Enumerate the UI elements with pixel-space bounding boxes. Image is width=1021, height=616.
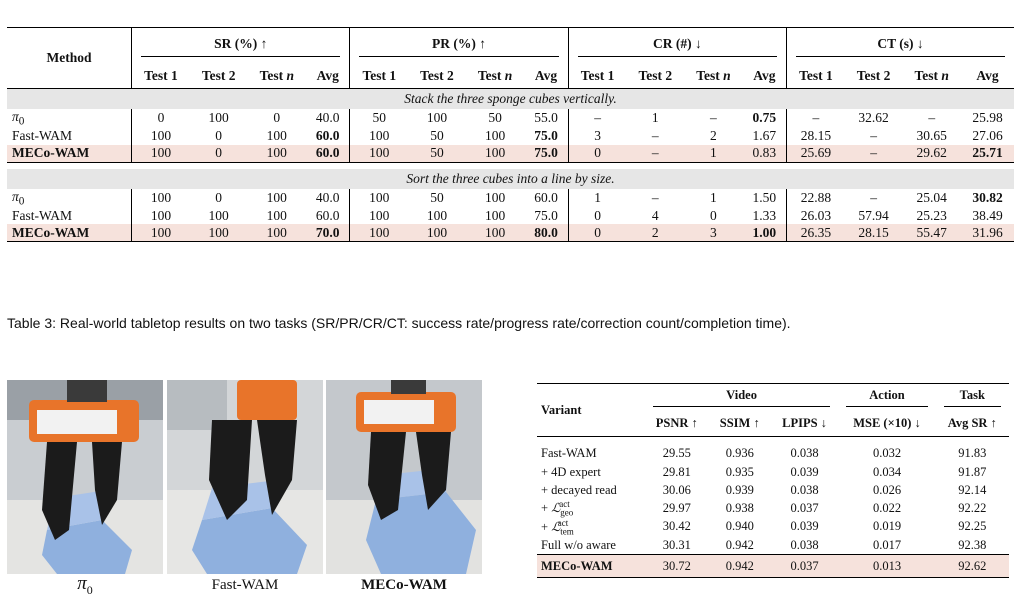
ablation-row xyxy=(537,437,1009,464)
ablation-cell: 29.55 xyxy=(662,445,691,460)
table-cell: 0 xyxy=(594,207,601,223)
subheader-5: Test 2 xyxy=(420,68,454,83)
variant-name: + decayed read xyxy=(541,482,617,497)
subheader-11: Avg xyxy=(743,64,787,89)
subheader-14: Test n xyxy=(914,68,949,83)
table-cell: 60.0 xyxy=(524,189,568,208)
ablation-cell: 0.038 xyxy=(790,445,819,460)
ablation-cell: 30.31 xyxy=(662,537,691,552)
ablation-subheader-1: SSIM ↑ xyxy=(719,415,760,430)
ablation-cell: 0.038 xyxy=(790,482,819,497)
ablation-cell: 30.72 xyxy=(645,555,709,578)
subheader-1: Test 2 xyxy=(201,68,236,83)
table-cell: 100 xyxy=(466,224,525,242)
pr-group-header: PR (%) ↑ xyxy=(359,36,558,57)
table-cell: 50 xyxy=(488,110,502,126)
table-cell: 22.88 xyxy=(800,190,832,206)
ablation-cell: 92.22 xyxy=(958,500,987,515)
video-group-header: Video xyxy=(653,388,831,407)
subheader-0: Test 1 xyxy=(144,68,178,83)
table-cell: 38.49 xyxy=(972,207,1003,223)
subheader-7: Avg xyxy=(524,64,568,89)
cr-group-header: CR (#) ↓ xyxy=(578,36,777,57)
variant-name: Full w/o aware xyxy=(541,537,616,552)
table-cell: 0 xyxy=(215,128,222,144)
table-cell: 1.00 xyxy=(743,224,787,242)
table-cell: 3 xyxy=(594,128,601,144)
ablation-row xyxy=(537,463,1009,481)
ablation-cell: 0.026 xyxy=(872,482,902,497)
table-cell: 55.0 xyxy=(524,109,568,128)
table-cell: 100 xyxy=(132,145,190,163)
table3-caption: Table 3: Real-world tabletop results on two tasks (SR/PR/CR/CT: success rate/progress rate/correction count/completion time). xyxy=(7,315,791,331)
ablation-cell: 0.942 xyxy=(709,555,771,578)
subheader-2: Test n xyxy=(259,68,294,83)
table-cell: 0.75 xyxy=(743,109,787,128)
table-cell: 0.83 xyxy=(743,145,787,163)
table-cell: 100 xyxy=(266,128,287,144)
ablation-cell: 92.38 xyxy=(958,537,987,552)
method-name: Fast-WAM xyxy=(7,128,132,145)
table-cell: – xyxy=(710,110,717,126)
ablation-cell: 0.938 xyxy=(725,500,754,515)
table-cell: 2 xyxy=(626,224,684,242)
table-cell: 0 xyxy=(273,110,281,126)
table-cell: 100 xyxy=(369,190,390,206)
ablation-cell: 0.935 xyxy=(725,464,754,479)
ablation-cell: 91.83 xyxy=(958,445,987,460)
table-cell: 100 xyxy=(247,224,306,242)
table-cell: – xyxy=(651,128,659,144)
table-row xyxy=(7,145,1014,163)
table-cell: 100 xyxy=(350,145,408,163)
table-cell: 25.71 xyxy=(961,145,1014,163)
photo-label-fast-wam: Fast-WAM xyxy=(211,577,279,593)
method-name: $\pi_0$ xyxy=(7,189,132,208)
table-cell: 100 xyxy=(350,224,408,242)
method-header: Method xyxy=(7,28,132,89)
variant-name: MECo-WAM xyxy=(537,555,645,578)
subheader-9: Test 2 xyxy=(638,68,673,83)
table-cell: 0 xyxy=(568,145,626,163)
action-group-header: Action xyxy=(846,388,927,407)
table-cell: – xyxy=(845,145,903,163)
table-row xyxy=(7,128,1014,145)
table-cell: 60.0 xyxy=(306,128,350,145)
ablation-subheader-3: MSE (×10) ↓ xyxy=(853,415,921,430)
table-cell: 100 xyxy=(484,207,506,223)
subheader-6: Test n xyxy=(477,68,513,83)
table-cell: 25.69 xyxy=(786,145,844,163)
variant-name: + ℒ$_{tem}^{act}$ xyxy=(541,517,574,537)
task-group-header: Task xyxy=(944,388,1001,407)
table-cell: 3 xyxy=(684,224,743,242)
table-cell: 26.35 xyxy=(786,224,844,242)
table-cell: 25.98 xyxy=(972,110,1003,126)
previous-text-fragment xyxy=(0,0,1021,9)
table-cell: 1 xyxy=(710,190,717,206)
variant-name: Fast-WAM xyxy=(541,445,597,460)
ablation-cell: 0.022 xyxy=(872,500,902,515)
table-cell: 100 xyxy=(247,145,306,163)
table-cell: – xyxy=(651,190,659,206)
ablation-table xyxy=(537,383,1009,578)
table-cell: – xyxy=(812,110,820,126)
table-cell: 75.0 xyxy=(524,207,568,224)
table-cell: 28.15 xyxy=(845,224,903,242)
table-cell: 50 xyxy=(430,190,444,206)
ablation-row xyxy=(537,499,1009,518)
ablation-cell: 0.940 xyxy=(725,519,754,534)
table-cell: 0 xyxy=(157,110,165,126)
subheader-3: Avg xyxy=(306,64,350,89)
table-cell: 60.0 xyxy=(306,145,350,163)
table-cell: 100 xyxy=(369,128,390,144)
ablation-cell: 0.017 xyxy=(872,537,902,552)
table-cell: 100 xyxy=(426,207,448,223)
table-cell: 100 xyxy=(150,190,172,206)
ablation-subheader-0: PSNR ↑ xyxy=(655,415,698,430)
ablation-cell: 29.81 xyxy=(662,464,691,479)
ablation-cell: 91.87 xyxy=(958,464,987,479)
table-cell: 1.33 xyxy=(743,207,787,224)
photo-pi0 xyxy=(7,380,163,574)
table-cell: 100 xyxy=(266,207,287,223)
ablation-cell: 0.038 xyxy=(790,537,819,552)
ablation-cell: 92.62 xyxy=(936,555,1009,578)
table-cell: 100 xyxy=(150,207,172,223)
ablation-row xyxy=(537,518,1009,537)
table-cell: 1.50 xyxy=(743,189,787,208)
subheader-10: Test n xyxy=(696,68,731,83)
subheader-13: Test 2 xyxy=(856,68,891,83)
ablation-cell: 0.039 xyxy=(790,464,819,479)
table-cell: 0 xyxy=(568,224,626,242)
subheader-4: Test 1 xyxy=(362,68,397,83)
table-cell: 40.0 xyxy=(306,109,350,128)
table-cell: 50 xyxy=(430,128,444,144)
photo-label-pi0: $\pi_0$ xyxy=(77,573,93,597)
ablation-cell: 30.06 xyxy=(662,482,691,497)
method-name: MECo-WAM xyxy=(7,145,132,163)
table-cell: – xyxy=(626,145,684,163)
ablation-cell: 92.14 xyxy=(958,482,987,497)
table-cell: 100 xyxy=(466,145,525,163)
table-cell: 27.06 xyxy=(972,128,1003,144)
table-cell: – xyxy=(870,128,877,144)
table-cell: 30.65 xyxy=(916,128,947,144)
table-cell: 25.04 xyxy=(916,190,947,206)
ablation-cell: 0.942 xyxy=(725,537,754,552)
ablation-cell: 0.936 xyxy=(725,445,754,460)
table-cell: 100 xyxy=(208,110,229,126)
table-cell: 2 xyxy=(710,128,717,144)
table-row xyxy=(7,189,1014,208)
table-cell: 40.0 xyxy=(306,189,350,208)
variant-name: + 4D expert xyxy=(541,464,601,479)
subheader-15: Avg xyxy=(976,68,999,83)
table-cell: 26.03 xyxy=(800,207,832,223)
task-row xyxy=(7,89,1014,110)
ablation-cell: 30.42 xyxy=(662,519,691,534)
ablation-cell: 29.97 xyxy=(662,500,691,515)
table-row xyxy=(7,207,1014,224)
table-cell: 1.67 xyxy=(743,128,787,145)
table-cell: 100 xyxy=(369,207,390,223)
ablation-row xyxy=(537,481,1009,499)
ct-group-header: CT (s) ↓ xyxy=(796,36,1005,57)
task-description: Stack the three sponge cubes vertically. xyxy=(7,89,1014,110)
table-cell: 1 xyxy=(594,190,601,206)
table-cell: 75.0 xyxy=(524,128,568,145)
ablation-subheader-4: Avg SR ↑ xyxy=(947,415,997,430)
table-cell: 29.62 xyxy=(902,145,961,163)
ablation-row xyxy=(537,536,1009,555)
table-cell: 1 xyxy=(684,145,743,163)
table-cell: – xyxy=(594,110,601,126)
ablation-cell: 0.039 xyxy=(790,519,819,534)
ablation-cell: 0.037 xyxy=(790,500,819,515)
table-cell: 100 xyxy=(426,110,448,126)
ablation-cell: 92.25 xyxy=(958,519,987,534)
sr-group-header: SR (%) ↑ xyxy=(141,36,340,57)
table-cell: 31.96 xyxy=(961,224,1014,242)
task-description: Sort the three cubes into a line by size. xyxy=(7,169,1014,189)
ablation-cell: 0.019 xyxy=(872,519,902,534)
table-cell: 100 xyxy=(132,224,190,242)
table-cell: 50 xyxy=(408,145,466,163)
ablation-cell: 0.032 xyxy=(872,445,902,460)
table-cell: 75.0 xyxy=(524,145,568,163)
photo-meco-wam xyxy=(326,380,482,574)
photo-label-meco-wam: MECo-WAM xyxy=(361,577,447,593)
subheader-12: Test 1 xyxy=(799,68,833,83)
table-cell: 100 xyxy=(190,224,248,242)
table-cell: 100 xyxy=(484,190,506,206)
table-cell: 25.23 xyxy=(916,207,947,223)
table-cell: 0 xyxy=(215,190,222,206)
table-cell: 50 xyxy=(372,110,386,126)
variant-header: Variant xyxy=(537,384,645,437)
table-cell: 0 xyxy=(710,207,717,223)
table-cell: – xyxy=(870,190,877,206)
table-cell: 30.82 xyxy=(972,190,1003,206)
method-name: $\pi_0$ xyxy=(7,109,132,128)
table-cell: 100 xyxy=(266,190,287,206)
task-row xyxy=(7,169,1014,189)
ablation-row xyxy=(537,555,1009,578)
results-table xyxy=(7,27,1014,242)
table-cell: 4 xyxy=(651,207,659,223)
subheader-8: Test 1 xyxy=(580,68,615,83)
table-cell: 28.15 xyxy=(800,128,832,144)
table-cell: 100 xyxy=(208,207,229,223)
ablation-cell: 0.939 xyxy=(725,482,754,497)
table-cell: 1 xyxy=(651,110,659,126)
table-cell: 100 xyxy=(408,224,466,242)
variant-name: + ℒ$_{geo}^{act}$ xyxy=(541,499,574,518)
table-cell: 57.94 xyxy=(858,207,889,223)
table-cell: 100 xyxy=(150,128,172,144)
photo-fast-wam xyxy=(167,380,323,574)
table-cell: 80.0 xyxy=(524,224,568,242)
table-cell: 70.0 xyxy=(306,224,350,242)
table-cell: – xyxy=(928,110,936,126)
ablation-cell: 0.034 xyxy=(872,464,902,479)
table-cell: 0 xyxy=(190,145,248,163)
table-cell: 32.62 xyxy=(858,110,889,126)
ablation-cell: 0.013 xyxy=(838,555,935,578)
ablation-cell: 0.037 xyxy=(771,555,839,578)
table-cell: 55.47 xyxy=(902,224,961,242)
method-name: MECo-WAM xyxy=(7,224,132,242)
ablation-subheader-2: LPIPS ↓ xyxy=(782,415,827,430)
table-cell: 100 xyxy=(484,128,506,144)
table-cell: 60.0 xyxy=(306,207,350,224)
table-row xyxy=(7,224,1014,242)
table-row xyxy=(7,109,1014,128)
method-name: Fast-WAM xyxy=(7,207,132,224)
